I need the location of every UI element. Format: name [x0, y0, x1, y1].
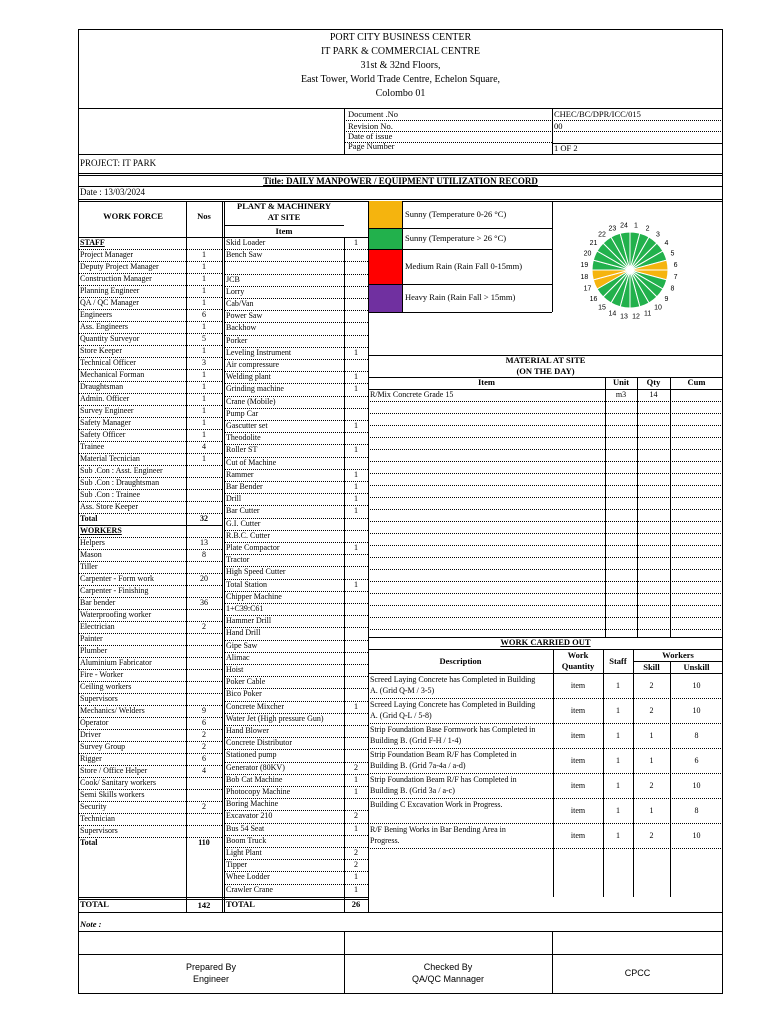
workforce-count: 1 — [202, 346, 206, 355]
weather-hour-label: 19 — [580, 262, 589, 269]
work-unskill-header: Unskill — [683, 662, 710, 672]
work-staff: 1 — [616, 806, 620, 815]
workforce-role: Rigger — [80, 754, 102, 763]
page-number-label: Page Number — [348, 141, 395, 151]
plant-item: Crawler Crane — [226, 884, 273, 894]
workforce-role: Ceiling workers — [80, 682, 132, 691]
plant-qty: 1 — [354, 372, 358, 382]
weather-hour-label: 15 — [598, 304, 606, 312]
workforce-count: 1 — [202, 382, 206, 391]
weather-hour-label: 6 — [673, 262, 678, 269]
work-description-line-2: A. (Grid Q-L / 5-8) — [370, 711, 432, 720]
weather-swatch — [369, 249, 402, 284]
plant-item: Porker — [226, 335, 248, 345]
workforce-count: 3 — [202, 358, 206, 367]
plant-item: Concrete Distributor — [226, 738, 292, 748]
plant-item: Welding plant — [226, 372, 271, 382]
workforce-role: Electrician — [80, 622, 115, 631]
plant-item: Roller ST — [226, 445, 258, 455]
plant-item: Plate Compactor — [226, 543, 280, 552]
workforce-count: 1 — [202, 418, 206, 427]
plant-item: Drill — [226, 494, 242, 504]
weather-hour-label: 22 — [598, 231, 606, 239]
plant-qty: 2 — [354, 860, 358, 870]
workforce-count: 32 — [200, 514, 208, 523]
workforce-role: Supervisors — [80, 826, 118, 835]
plant-qty: 1 — [354, 482, 358, 491]
plant-item: Air compressure — [226, 360, 280, 369]
material-unit: m3 — [615, 390, 627, 399]
plant-item: Pump Car — [226, 408, 259, 418]
plant-item: G.I. Cutter — [226, 518, 261, 528]
plant-qty: 1 — [354, 506, 358, 516]
plant-item: Bar Cutter — [226, 506, 260, 516]
workforce-role: Ass. Engineers — [80, 322, 128, 331]
plant-qty: 1 — [354, 384, 358, 394]
workforce-role: Deputy Project Manager — [80, 262, 159, 271]
plant-item: Stationed pump — [226, 750, 277, 760]
weather-hour-label: 16 — [589, 296, 598, 303]
plant-item: Crane (Mobile) — [226, 396, 276, 406]
prepared-by-label: Prepared By — [185, 962, 237, 972]
work-skill: 2 — [649, 831, 654, 840]
workforce-role: Sub .Con : Trainee — [80, 490, 141, 499]
workforce-role: Survey Engineer — [80, 406, 134, 415]
workforce-role: Safety Officer — [80, 430, 126, 439]
workforce-role: Technician — [80, 814, 115, 823]
plant-item: Hand Drill — [226, 628, 261, 638]
material-item-header: Item — [478, 377, 495, 387]
prepared-by-role: Engineer — [192, 974, 230, 984]
plant-item: Theodolite — [226, 433, 261, 443]
work-quantity-header-2: Quantity — [561, 661, 595, 671]
plant-item: Grinding machine — [226, 384, 284, 394]
plant-item: Bar Bender — [226, 482, 263, 491]
checked-by — [344, 961, 552, 985]
plant-qty: 1 — [354, 872, 358, 882]
work-staff: 1 — [616, 756, 620, 765]
grand-total-label: TOTAL — [80, 899, 109, 909]
plant-qty: 1 — [354, 494, 358, 504]
workforce-role: Operator — [80, 718, 109, 727]
workforce-role: Construction Manager — [80, 274, 152, 283]
weather-legend-label: Sunny (Temperature 0-26 °C) — [405, 208, 507, 219]
plant-item: Tipper — [226, 860, 248, 870]
page-number-value: 1 OF 2 — [554, 143, 578, 153]
form-title: Title: DAILY MANPOWER / EQUIPMENT UTILIZATION RECORD — [263, 176, 538, 186]
workforce-count: 1 — [202, 322, 206, 331]
work-description-line-1: Screed Laying Concrete has Completed in Building — [370, 700, 536, 709]
weather-hour-label: 8 — [670, 285, 675, 293]
material-qty-header: Qty — [646, 377, 661, 387]
work-description-line-1: Strip Foundation Base Formwork has Completed in — [370, 725, 536, 734]
workforce-count: 1 — [202, 406, 206, 415]
workforce-count: 1 — [202, 430, 206, 439]
work-staff: 1 — [616, 681, 620, 690]
workforce-role: Material Tecnician — [80, 454, 140, 463]
workforce-role: Total — [80, 514, 98, 523]
material-title-2: (ON THE DAY) — [516, 366, 575, 376]
weather-swatch — [369, 228, 402, 249]
workforce-count: 2 — [202, 622, 206, 631]
plant-qty: 1 — [354, 884, 358, 894]
revision-label: Revision No. — [348, 121, 393, 131]
workforce-role: Cook/ Sanitary workers — [80, 778, 156, 787]
work-unskill: 10 — [692, 831, 701, 840]
work-quantity: item — [570, 756, 586, 765]
plant-header-line-2: AT SITE — [267, 212, 301, 222]
checked-by-role: QA/QC Mannager — [411, 974, 485, 984]
workforce-count: 1 — [202, 454, 206, 463]
weather-hour-label: 5 — [670, 250, 675, 258]
plant-qty: 1 — [354, 421, 358, 430]
workforce-role: STAFF — [80, 238, 105, 247]
revision-value: 00 — [554, 121, 563, 131]
workforce-role: Plumber — [80, 646, 108, 655]
material-qty: 14 — [649, 390, 658, 399]
workforce-role: Driver — [80, 730, 101, 739]
plant-item: 1+C39:C61 — [226, 604, 264, 613]
plant-item: Excavator 210 — [226, 811, 273, 821]
plant-qty: 1 — [354, 774, 358, 784]
plant-item: Gascutter set — [226, 421, 268, 430]
plant-total-label: TOTAL — [226, 899, 255, 909]
plant-header-line-1: PLANT & MACHINERY — [237, 201, 331, 211]
plant-item-header: Item — [275, 226, 293, 236]
nos-header: Nos — [197, 211, 211, 221]
weather-hour-label: 4 — [664, 240, 669, 247]
plant-item: Backhow — [226, 323, 257, 333]
workforce-role: Semi Skills workers — [80, 790, 145, 799]
doc-number-value: CHEC/BC/DPR/ICC/015 — [554, 109, 641, 119]
work-quantity: item — [570, 681, 586, 690]
weather-hour-label: 9 — [664, 296, 669, 303]
weather-hour-label: 1 — [634, 222, 638, 230]
workforce-count: 36 — [200, 598, 208, 607]
workforce-role: Helpers — [80, 538, 105, 547]
plant-qty: 2 — [354, 762, 358, 772]
workforce-count: 1 — [202, 370, 206, 379]
work-skill: 1 — [649, 756, 654, 765]
workforce-role: Quantity Surveyor — [80, 334, 140, 343]
work-workers-header: Workers — [662, 650, 694, 660]
work-staff: 1 — [616, 731, 620, 740]
work-description-line-1: Building C Excavation Work in Progress. — [370, 800, 503, 809]
report-date: Date : 13/03/2024 — [80, 187, 145, 197]
weather-swatch — [369, 201, 402, 228]
workforce-role: Security — [80, 802, 107, 811]
workforce-count: 20 — [200, 574, 208, 583]
work-skill: 2 — [649, 706, 654, 715]
workforce-role: WORKERS — [80, 526, 122, 535]
weather-legend-label: Medium Rain (Rain Fall 0-15mm) — [405, 260, 523, 271]
plant-item: Poker Cable — [226, 677, 266, 687]
material-item: R/Mix Concrete Grade 15 — [370, 390, 454, 399]
workforce-count: 13 — [200, 538, 208, 547]
workforce-count: 1 — [202, 298, 206, 307]
weather-hour-label: 23 — [608, 225, 617, 233]
work-staff-header: Staff — [609, 656, 627, 666]
workforce-count: 1 — [202, 262, 206, 271]
workforce-role: Draughtsman — [80, 382, 124, 391]
workforce-count: 1 — [202, 286, 206, 295]
plant-item: Boring Machine — [226, 799, 279, 809]
plant-qty: 2 — [354, 848, 358, 857]
grand-total-nos: 142 — [197, 900, 211, 910]
workforce-role: Bar bender — [80, 598, 116, 607]
plant-item: Cab/Van — [226, 299, 254, 308]
plant-qty: 1 — [354, 445, 358, 455]
plant-item: Leveling Instrument — [226, 347, 292, 357]
work-staff: 1 — [616, 781, 620, 790]
plant-item: Whee Lodder — [226, 872, 270, 882]
weather-hour-label: 20 — [583, 250, 592, 258]
weather-hour-label: 24 — [620, 222, 628, 230]
work-description-line-2: Building B. (Grid 7a-4a / a-d) — [370, 761, 466, 770]
work-skill: 2 — [649, 781, 654, 790]
plant-total-qty: 26 — [351, 899, 361, 909]
workforce-role: Carpenter - Finishing — [80, 586, 149, 595]
plant-item: Water Jet (High pressure Gun) — [226, 713, 324, 723]
work-quantity-header-1: Work — [567, 650, 589, 660]
plant-item: Bench Saw — [226, 250, 263, 260]
weather-hour-label: 18 — [580, 274, 589, 281]
workforce-count: 6 — [202, 754, 206, 763]
weather-legend-label: Heavy Rain (Rain Fall > 15mm) — [405, 292, 516, 302]
plant-item: Hoist — [226, 665, 244, 674]
date-issue-label: Date of issue — [348, 131, 393, 141]
plant-item: Bico Poker — [226, 689, 262, 699]
plant-item: Rammer — [226, 469, 254, 479]
cpcc-signoff: CPCC — [624, 968, 651, 978]
workforce-role: Ass. Store Keeper — [80, 502, 138, 511]
plant-item: JCB — [226, 274, 240, 284]
workforce-role: Sub .Con : Draughtsman — [80, 478, 160, 487]
workforce-count: 6 — [202, 718, 206, 727]
workforce-role: Painter — [80, 634, 103, 643]
workforce-role: Trainee — [80, 442, 105, 451]
work-description-line-2: Building B. (Grid F-H / 1-4) — [370, 736, 462, 745]
header-line-3: 31st & 32nd Floors, — [360, 60, 441, 71]
weather-hour-label: 12 — [632, 313, 640, 321]
plant-item: High Speed Cutter — [226, 567, 286, 577]
weather-hour-label: 17 — [583, 285, 592, 293]
plant-item: Chipper Machine — [226, 591, 282, 601]
work-quantity: item — [570, 781, 586, 790]
weather-hour-label: 2 — [645, 225, 650, 233]
material-unit-header: Unit — [612, 377, 630, 387]
workforce-header: WORK FORCE — [103, 211, 163, 221]
work-unskill: 8 — [694, 806, 699, 815]
workforce-role: Mason — [80, 550, 102, 559]
plant-item: Bus 54 Seat — [226, 823, 265, 833]
weather-hour-label: 10 — [654, 304, 662, 312]
work-quantity: item — [570, 731, 586, 740]
work-skill-header: Skill — [643, 662, 660, 672]
workforce-count: 1 — [202, 250, 206, 259]
checked-by-label: Checked By — [423, 962, 473, 972]
weather-hour-label: 13 — [620, 313, 628, 321]
weather-swatch — [369, 284, 402, 312]
workforce-role: QA / QC Manager — [80, 298, 139, 307]
plant-item: R.B.C. Cutter — [226, 530, 271, 540]
workforce-role: Project Manager — [80, 250, 134, 259]
weather-hour-label: 21 — [589, 240, 598, 247]
workforce-role: Total — [80, 838, 98, 847]
work-staff: 1 — [616, 706, 620, 715]
workforce-role: Aluminium Fabricator — [80, 658, 152, 667]
plant-qty: 1 — [354, 823, 358, 833]
work-description-line-1: R/F Bening Works in Bar Bending Area in — [370, 825, 506, 834]
workforce-count: 8 — [202, 550, 206, 559]
weather-legend-label: Sunny (Temperature > 26 °C) — [405, 232, 507, 243]
workforce-role: Waterproofing worker — [80, 610, 152, 619]
work-description-line-2: A. (Grid Q-M / 3-5) — [370, 686, 435, 695]
plant-qty: 1 — [354, 579, 358, 589]
plant-item: Lorry — [226, 286, 245, 296]
work-staff: 1 — [616, 831, 620, 840]
plant-qty: 1 — [354, 347, 358, 357]
plant-item: Total Station — [226, 579, 267, 589]
plant-item: Boom Truck — [226, 835, 267, 845]
plant-qty: 1 — [354, 787, 358, 796]
workforce-count: 5 — [202, 334, 206, 343]
project-label: PROJECT: IT PARK — [80, 158, 157, 168]
workforce-count: 4 — [202, 766, 206, 775]
plant-item: Gipe Saw — [226, 640, 258, 650]
workforce-role: Safety Manager — [80, 418, 131, 427]
plant-qty: 1 — [354, 543, 358, 552]
work-unskill: 10 — [692, 781, 701, 790]
table-row — [78, 561, 222, 573]
workforce-role: Technical Officer — [80, 358, 136, 367]
work-description-line-1: Strip Foundation Beam R/F has Completed in — [370, 775, 517, 784]
material-cum-header: Cum — [687, 377, 706, 387]
header-line-1: PORT CITY BUSINESS CENTER — [329, 32, 472, 43]
weather-hour-label: 3 — [656, 231, 660, 239]
plant-item: Generator (80KV) — [226, 762, 285, 772]
weather-clock-wheel — [575, 214, 695, 330]
weather-hour-label: 7 — [673, 274, 678, 281]
plant-item: Skid Loader — [226, 238, 266, 247]
workforce-count: 110 — [198, 838, 210, 847]
work-description-line-2: Building B. (Grid 3a / a-c) — [370, 786, 455, 795]
workforce-role: Tiller — [80, 562, 98, 571]
plant-item: Photocopy Machine — [226, 787, 291, 796]
doc-number-label: Document .No — [348, 109, 399, 119]
plant-item: Bob Cat Machine — [226, 774, 283, 784]
work-quantity: item — [570, 706, 586, 715]
workforce-count: 2 — [202, 802, 206, 811]
company-header — [80, 31, 721, 101]
weather-hour-label: 14 — [608, 310, 617, 318]
workforce-role: Mechanical Forman — [80, 370, 145, 379]
work-quantity: item — [570, 831, 586, 840]
workforce-count: 2 — [202, 730, 206, 739]
plant-qty: 2 — [354, 811, 358, 821]
workforce-count: 1 — [202, 394, 206, 403]
workforce-count: 1 — [202, 274, 206, 283]
material-title-1: MATERIAL AT SITE — [505, 355, 586, 365]
workforce-role: Carpenter - Form work — [80, 574, 154, 583]
work-unskill: 8 — [694, 731, 699, 740]
workforce-role: Store / Office Helper — [80, 766, 148, 775]
note-label: Note : — [80, 919, 102, 929]
plant-qty: 1 — [354, 701, 358, 711]
prepared-by — [78, 961, 344, 985]
work-description-line-1: Strip Foundation Beam R/F has Completed in — [370, 750, 517, 759]
header-line-5: Colombo 01 — [375, 88, 426, 99]
workforce-role: Engineers — [80, 310, 112, 319]
workforce-role: Survey Group — [80, 742, 126, 751]
workforce-role: Mechanics/ Welders — [80, 706, 145, 715]
plant-qty: 1 — [354, 469, 358, 479]
work-unskill: 10 — [692, 706, 701, 715]
plant-item: Power Saw — [226, 311, 263, 321]
work-unskill: 6 — [694, 756, 699, 765]
workforce-role: Admin. Officer — [80, 394, 130, 403]
work-skill: 1 — [649, 806, 654, 815]
workforce-count: 2 — [202, 742, 206, 751]
header-line-4: East Tower, World Trade Centre, Echelon Square, — [300, 74, 501, 85]
work-skill: 1 — [649, 731, 654, 740]
work-description-line-1: Screed Laying Concrete has Completed in Building — [370, 675, 536, 684]
header-line-2: IT PARK & COMMERCIAL CENTRE — [320, 46, 481, 57]
plant-item: Tractor — [226, 555, 250, 565]
workforce-role: Supervisors — [80, 694, 118, 703]
plant-item: Alimac — [226, 652, 250, 662]
work-skill: 2 — [649, 681, 654, 690]
plant-item: Cut of Machine — [226, 457, 277, 467]
workforce-count: 6 — [202, 310, 206, 319]
workforce-count: 4 — [202, 442, 206, 451]
workforce-role: Planning Engineer — [80, 286, 140, 295]
plant-item: Light Plant — [226, 848, 262, 857]
workforce-role: Fire - Worker — [80, 670, 124, 679]
work-unskill: 10 — [692, 681, 701, 690]
work-title: WORK CARRIED OUT — [500, 637, 591, 647]
workforce-role: Store Keeper — [80, 346, 122, 355]
weather-hour-label: 11 — [643, 310, 652, 318]
workforce-role: Sub .Con : Asst. Engineer — [80, 466, 163, 475]
plant-item: Hand Blower — [226, 726, 269, 735]
work-desc-header: Description — [439, 656, 482, 666]
plant-item: Concrete Mixcher — [226, 701, 284, 711]
workforce-count: 9 — [202, 706, 206, 715]
work-description-line-2: Progress. — [370, 836, 400, 845]
work-quantity: item — [570, 806, 586, 815]
plant-qty: 1 — [354, 238, 358, 247]
plant-item: Hammer Drill — [226, 616, 272, 626]
